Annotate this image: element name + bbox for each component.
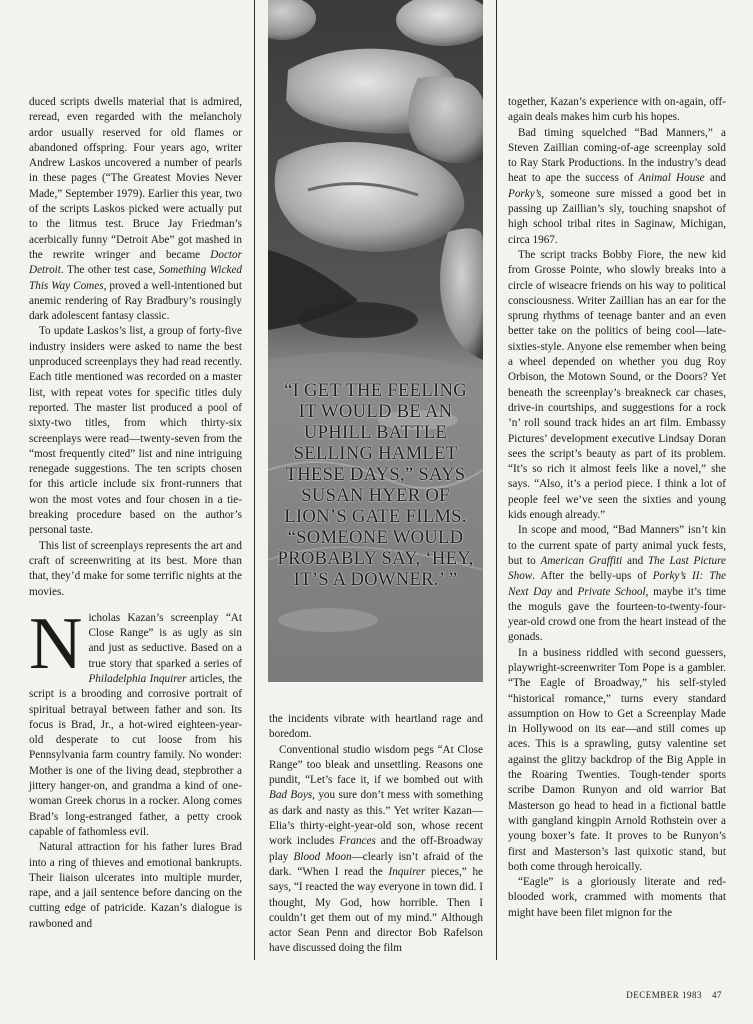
paragraph: the incidents vibrate with heartland rage and boredom. — [269, 713, 483, 741]
paragraph: Natural attraction for his father lures Brad into a ring of thieves and emotional bankrupts. Their liaison ulcerates into multiple murder, rape, and a jail sentence before dancing on the cutting edge of patricide. Kazan’s dialogue is rawboned and — [29, 841, 242, 930]
paragraph: Conventional studio wisdom pegs “At Close Range” too bleak and unsettling. Reasons one pundit, “Let’s face it, if we bombed out with Bad Boys, you sure don’t mess with something as dark and nasty as this.” Yet writer Kazan—Elia’s thirty-eight-year-old son, whose recent work includes Frances and the off-Broadway play Blood Moon—clearly isn’t afraid of the dark. “When I read the Inquirer pieces,” he says, “I reacted the way everyone in town did. I thought, My God, how horrible. Then I couldn’t get them out of my mind.” Although actor Sean Penn and director Bob Rafelson have discussed doing the film — [269, 743, 484, 955]
paragraph: together, Kazan’s experience with on-again, off-again deals makes him curb his hopes. — [508, 96, 726, 124]
column-divider — [254, 0, 255, 960]
drop-cap-letter: N — [29, 602, 83, 685]
page-number: 47 — [712, 990, 722, 1000]
paragraph: This list of screenplays represents the art and craft of screenwriting at its best. More than that, they’d make for some terrific nights at the movies. — [29, 539, 242, 598]
paragraph: Bad timing squelched “Bad Manners,” a Steven Zaillian coming-of-age screenplay sold to Ray Stark Productions. In the industry’s dead heat to ape the success of Animal House and Porky’s, someone sure missed a good bet in passing up Zaillian’s sly, touching snapshot of high school tribal rites in Saginaw, Michigan, circa 1967. — [508, 126, 727, 246]
oysters-photo — [268, 0, 483, 682]
paragraph: In a business riddled with second guessers, playwright-screenwriter Tom Pope is a gambler. “The Eagle of Broadway,” his self-styled “historical romance,” turns every standard assumption on How to Get a Screenplay Made in Hollywood on its ear—and still comes up aces. This is a sprawling, gutsy valentine set against the glitzy backdrop of the Big Apple in the Roaring Twenties. Tough-tender sports scribe Damon Runyon and old warrior Bat Masterson go head to head in a fictional battle with gangland kingpin Arnold Rothstein over a young boxer’s fate. It proves to be Runyon’s first and Masterson’s last quixotic stand, but both come through heroically. — [508, 646, 726, 873]
paragraph: “Eagle” is a gloriously literate and red-blooded work, crammed with moments that might have been filet mignon for the — [508, 876, 726, 919]
paragraph: To update Laskos’s list, a group of forty-five industry insiders were asked to name the best unproduced screenplays they had read recently. Each title mentioned was recorded on a master list, with repeat votes for specific titles duly reported. The master list produced a pool of sixty-two titles, from which thirty-six screenplays were read—twenty-seven from the “most frequently cited” list and nine intriguing renegade suggestions. The ten scripts chosen for this article include six front-runners that won the most votes and four chosen in a tie-breaking procedure based on the author’s personal taste. — [29, 325, 242, 537]
issue-date: DECEMBER 1983 — [626, 990, 702, 1000]
pull-quote: “I GET THE FEELING IT WOULD BE AN UPHILL BATTLE SELLING HAMLET THESE DAYS,” SAYS SUSAN HYER OF LION’S GATE FILMS. “SOMEONE WOULD PROBABLY SAY, ‘HEY, IT’S A DOWNER.’ ” — [277, 380, 474, 590]
column-right — [508, 95, 726, 921]
column-middle — [269, 712, 483, 957]
paragraph: In scope and mood, “Bad Manners” isn’t kin to the current spate of party animal yuck fests, but to American Graffiti and The Last Picture Show. After the belly-ups of Porky’s II: The Next Day and Private School, maybe it’s time the moguls gave the fourteen-to-twenty-four-year-old crowd one from the heart instead of the gonads. — [508, 524, 727, 644]
paragraph: The script tracks Bobby Fiore, the new kid from Grosse Pointe, who slowly breaks into a circle of wiseacre friends on his way to political consciousness. Writer Zaillian has an ear for the sprung rhythms of teenage banter and an even better take on the politics of being cool—late-sixties-style. Anyone else remember when being a wheel depended on whether you dug Roy Orbison, the Motown Sound, or the Doors? Yet beneath the screenplay’s breakneck car chases, drive-in courtships, and suggestions for a rock ’n’ roll sound track hides an art film. Embassy Pictures’ development executive Lindsay Doran sees the script’s beauty as part of its problem. “It’s so rich it almost feels like a novel,” she says. “Also, it’s a period piece. I think a lot of people feel we’ve seen the sixties and young kids enough already.” — [508, 248, 726, 522]
column-divider — [496, 0, 497, 960]
page-footer — [626, 990, 722, 1000]
paragraph: duced scripts dwells material that is admired, reread, even regarded with the melancholy ardor usually reserved for old flames or abandoned offspring. Four years ago, writer Andrew Laskos uncovered a number of pearls in these pages (“The Greatest Movies Never Made,” September 1979). Earlier this year, two of the scripts Laskos picked were actually put to the litmus test. Bruce Jay Friedman’s acerbically funny “Detroit Abe” got mashed in the rewrite wringer and became Doctor Detroit. The other test case, Something Wicked This Way Comes, proved a well-intentioned but anemic rendering of Ray Bradbury’s rousingly dark adolescent fantasy classic. — [29, 96, 242, 323]
paragraph-drop-cap: Nicholas Kazan’s screenplay “At Close Range” is as ugly as sin and just as seductive. Based on a true story that sparked a series of Philadelphia Inquirer articles, the script is a brooding and corrosive portrait of spiritual betrayal between father and son. Its focus is Brad, Jr., a hot-wired eighteen-year-old desperate to cut loose from his Pennsylvania farm country family. No wonder: Mother is one of the living dead, stepbrother a jittery hanger-on, and grandma a kind of one-woman Greek chorus in a rocker. Along comes Brad’s long-estranged father, a petty crook capable of fathomless evil. — [29, 602, 243, 838]
column-left — [29, 95, 242, 932]
